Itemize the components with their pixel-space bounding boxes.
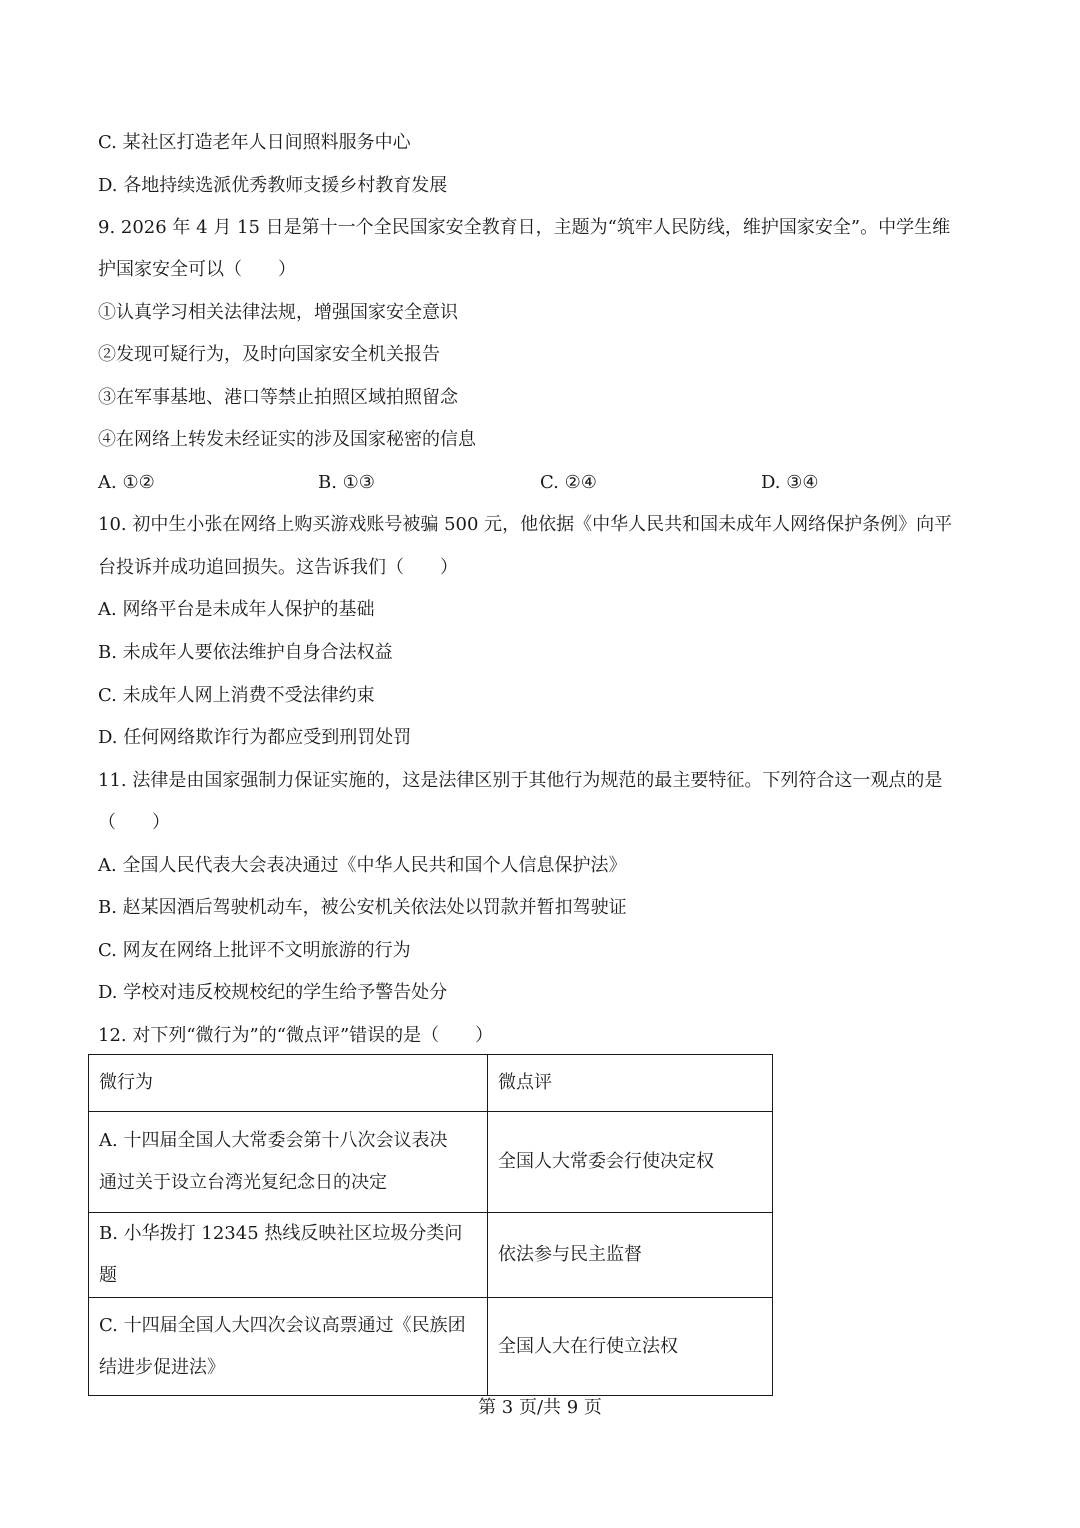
q10-option-c: C. 未成年人网上消费不受法律约束 bbox=[98, 685, 375, 706]
q10-option-d: D. 任何网络欺诈行为都应受到刑罚处罚 bbox=[98, 727, 412, 748]
q11-stem-line2: （ ） bbox=[98, 812, 170, 833]
table-row bbox=[89, 1112, 773, 1213]
q9-option-d: D. ③④ bbox=[761, 472, 819, 493]
q12-table bbox=[88, 1054, 773, 1396]
table-cell-behavior bbox=[89, 1213, 488, 1298]
q10-option-a: A. 网络平台是未成年人保护的基础 bbox=[98, 599, 375, 620]
behavior-line: C. 十四届全国人大四次会议高票通过《民族团 bbox=[99, 1314, 466, 1336]
q10-option-b: B. 未成年人要依法维护自身合法权益 bbox=[98, 642, 393, 663]
table-row bbox=[89, 1298, 773, 1396]
q9-stem-line2: 护国家安全可以（ ） bbox=[98, 259, 296, 280]
table-cell-behavior bbox=[89, 1112, 488, 1213]
behavior-line: 通过关于设立台湾光复纪念日的决定 bbox=[99, 1172, 387, 1193]
behavior-line: B. 小华拨打 12345 热线反映社区垃圾分类问题 bbox=[99, 1223, 463, 1286]
q9-item-2: ②发现可疑行为，及时向国家安全机关报告 bbox=[98, 344, 440, 365]
q10-stem-line1: 10. 初中生小张在网络上购买游戏账号被骗 500 元，他依据《中华人民共和国未成年人网络保护条例》向平 bbox=[98, 514, 953, 535]
table-cell-comment: 全国人大在行使立法权 bbox=[488, 1298, 773, 1396]
table-cell-behavior bbox=[89, 1298, 488, 1396]
table-row bbox=[89, 1213, 773, 1298]
table-cell-comment: 全国人大常委会行使决定权 bbox=[488, 1112, 773, 1213]
q9-options bbox=[98, 471, 858, 495]
table-header-behavior: 微行为 bbox=[89, 1055, 488, 1112]
q9-option-c: C. ②④ bbox=[540, 472, 597, 493]
q12-stem: 12. 对下列“微行为”的“微点评”错误的是（ ） bbox=[98, 1025, 494, 1046]
q9-option-a: A. ①② bbox=[98, 472, 155, 493]
page-number: 第 3 页/共 9 页 bbox=[478, 1397, 602, 1418]
behavior-line: 结进步促进法》 bbox=[99, 1356, 225, 1378]
table-header-comment: 微点评 bbox=[488, 1055, 773, 1112]
table-header-row bbox=[89, 1055, 773, 1112]
q9-option-b: B. ①③ bbox=[318, 472, 375, 493]
q9-item-3: ③在军事基地、港口等禁止拍照区域拍照留念 bbox=[98, 387, 458, 408]
table-cell-comment: 依法参与民主监督 bbox=[488, 1213, 773, 1298]
q9-item-1: ①认真学习相关法律法规，增强国家安全意识 bbox=[98, 302, 458, 323]
q11-option-c: C. 网友在网络上批评不文明旅游的行为 bbox=[98, 940, 411, 961]
q11-option-d: D. 学校对违反校规校纪的学生给予警告处分 bbox=[98, 982, 448, 1003]
q11-option-a: A. 全国人民代表大会表决通过《中华人民共和国个人信息保护法》 bbox=[98, 855, 627, 876]
q8-option-d: D. 各地持续选派优秀教师支援乡村教育发展 bbox=[98, 175, 448, 196]
q8-option-c: C. 某社区打造老年人日间照料服务中心 bbox=[98, 132, 411, 153]
behavior-line: A. 十四届全国人大常委会第十八次会议表决 bbox=[99, 1130, 448, 1151]
q10-stem-line2: 台投诉并成功追回损失。这告诉我们（ ） bbox=[98, 557, 458, 578]
q9-stem-line1: 9. 2026 年 4 月 15 日是第十一个全民国家安全教育日，主题为“筑牢人民防线，维护国家安全”。中学生维 bbox=[98, 217, 951, 238]
q9-item-4: ④在网络上转发未经证实的涉及国家秘密的信息 bbox=[98, 429, 476, 450]
q11-option-b: B. 赵某因酒后驾驶机动车，被公安机关依法处以罚款并暂扣驾驶证 bbox=[98, 897, 627, 918]
q11-stem-line1: 11. 法律是由国家强制力保证实施的，这是法律区别于其他行为规范的最主要特征。下列符合这一观点的是 bbox=[98, 770, 943, 791]
